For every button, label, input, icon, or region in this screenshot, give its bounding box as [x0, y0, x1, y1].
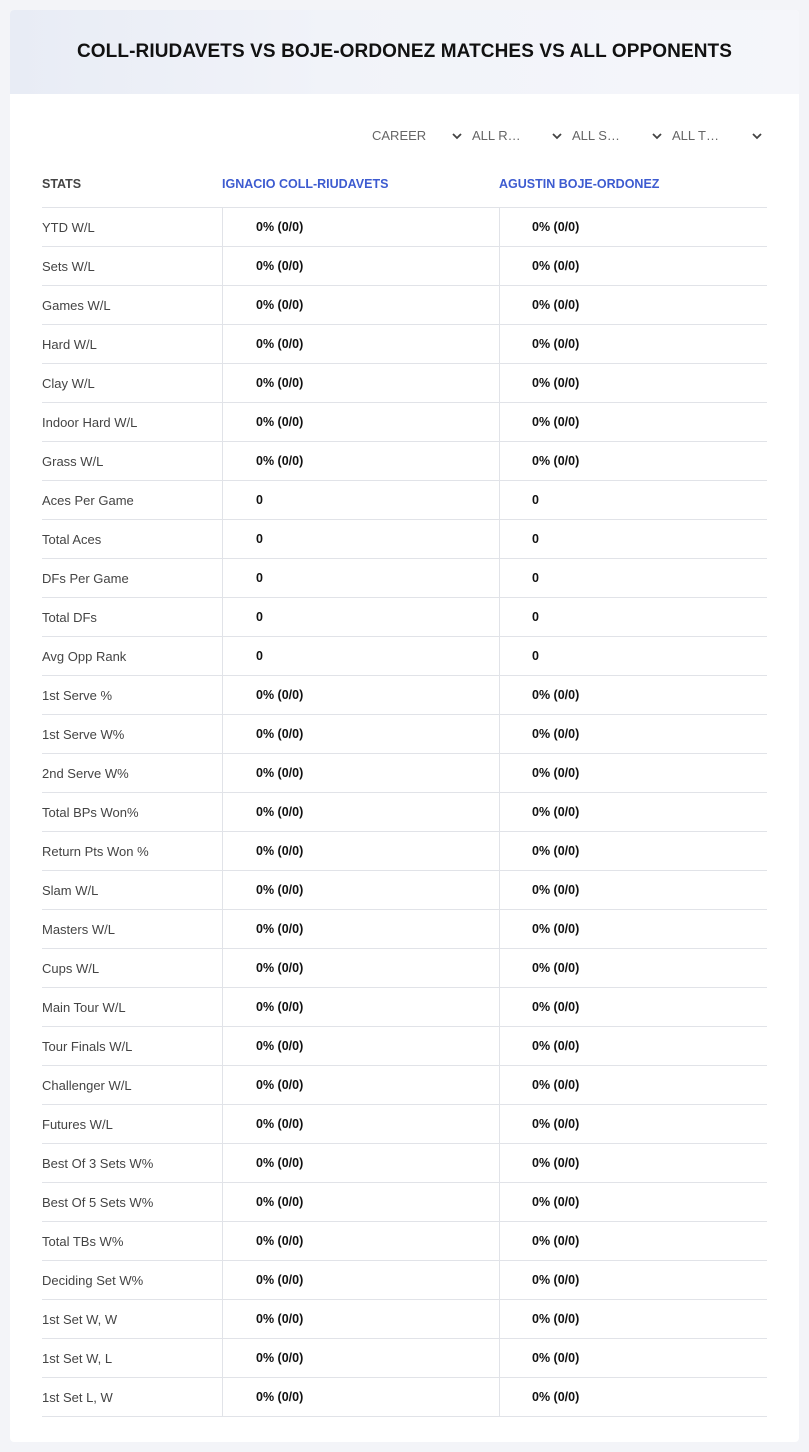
player2-value: 0% (0/0) [499, 676, 767, 715]
player2-value: 0% (0/0) [499, 949, 767, 988]
player2-value: 0% (0/0) [499, 910, 767, 949]
filter-label: ALL S… [572, 128, 620, 143]
table-row [42, 286, 767, 325]
column-header-player2-link[interactable]: AGUSTIN BOJE-ORDONEZ [499, 176, 660, 191]
filter-label: ALL R… [472, 128, 521, 143]
player1-value: 0% (0/0) [222, 1027, 499, 1066]
player2-value: 0% (0/0) [499, 754, 767, 793]
stat-label: Hard W/L [42, 336, 97, 352]
filter-tournament-select[interactable] [667, 126, 767, 146]
column-header-player1-link[interactable]: IGNACIO COLL-RIUDAVETS [222, 176, 389, 191]
player2-value: 0 [499, 598, 767, 637]
table-row [42, 715, 767, 754]
stat-label: Clay W/L [42, 375, 95, 391]
chevron-down-icon [451, 130, 463, 142]
table-row [42, 598, 767, 637]
table-row [42, 481, 767, 520]
player2-value: 0% (0/0) [499, 1222, 767, 1261]
player1-value: 0% (0/0) [222, 988, 499, 1027]
player1-value: 0% (0/0) [222, 1339, 499, 1378]
table-row [42, 1027, 767, 1066]
table-row [42, 1105, 767, 1144]
player2-value: 0 [499, 520, 767, 559]
player1-value: 0 [222, 598, 499, 637]
player1-value: 0 [222, 481, 499, 520]
player2-value: 0% (0/0) [499, 1144, 767, 1183]
player1-value: 0% (0/0) [222, 286, 499, 325]
player2-value: 0% (0/0) [499, 1027, 767, 1066]
column-header-stats: STATS [42, 176, 82, 191]
chevron-down-icon [751, 130, 763, 142]
filter-label: CAREER [372, 128, 427, 143]
stat-label: Best Of 5 Sets W% [42, 1194, 154, 1210]
table-row [42, 1144, 767, 1183]
player1-value: 0% (0/0) [222, 1105, 499, 1144]
player2-value: 0% (0/0) [499, 1183, 767, 1222]
stat-label: YTD W/L [42, 219, 95, 235]
player2-value: 0% (0/0) [499, 1300, 767, 1339]
stat-label: Challenger W/L [42, 1077, 132, 1093]
player1-value: 0% (0/0) [222, 247, 499, 286]
table-row [42, 520, 767, 559]
player2-value: 0 [499, 559, 767, 598]
filter-bar [367, 126, 767, 146]
filter-period-select[interactable] [367, 126, 467, 146]
table-row [42, 1300, 767, 1339]
player1-value: 0% (0/0) [222, 754, 499, 793]
player2-value: 0% (0/0) [499, 1066, 767, 1105]
stat-label: Total DFs [42, 609, 97, 625]
stat-label: Total Aces [42, 531, 102, 547]
stat-label: 1st Set L, W [42, 1389, 113, 1405]
player1-value: 0% (0/0) [222, 1261, 499, 1300]
table-row [42, 1261, 767, 1300]
table-row [42, 1066, 767, 1105]
player1-value: 0 [222, 520, 499, 559]
table-body [42, 208, 767, 1417]
stat-label: 1st Serve W% [42, 726, 125, 742]
table-row [42, 754, 767, 793]
player1-value: 0% (0/0) [222, 403, 499, 442]
player2-value: 0% (0/0) [499, 1378, 767, 1417]
stat-label: Aces Per Game [42, 492, 134, 508]
player2-value: 0 [499, 481, 767, 520]
table-row [42, 1222, 767, 1261]
player1-value: 0 [222, 559, 499, 598]
page-title: COLL-RIUDAVETS VS BOJE-ORDONEZ MATCHES VS ALL OPPONENTS [76, 41, 733, 62]
table-row [42, 949, 767, 988]
chevron-down-icon [651, 130, 663, 142]
player2-value: 0% (0/0) [499, 1339, 767, 1378]
table-row [42, 1339, 767, 1378]
table-row [42, 325, 767, 364]
table-row [42, 1378, 767, 1417]
filter-label: ALL T… [672, 128, 719, 143]
player2-value: 0% (0/0) [499, 247, 767, 286]
player1-value: 0 [222, 637, 499, 676]
player1-value: 0% (0/0) [222, 1222, 499, 1261]
player1-value: 0% (0/0) [222, 364, 499, 403]
filter-surface-select[interactable] [567, 126, 667, 146]
stat-label: 1st Set W, L [42, 1350, 113, 1366]
table-row [42, 832, 767, 871]
table-row [42, 871, 767, 910]
player1-value: 0% (0/0) [222, 1066, 499, 1105]
stat-label: Total BPs Won% [42, 804, 139, 820]
player2-value: 0% (0/0) [499, 364, 767, 403]
stat-label: Best Of 3 Sets W% [42, 1155, 154, 1171]
player1-value: 0% (0/0) [222, 832, 499, 871]
stat-label: DFs Per Game [42, 570, 129, 586]
stat-label: Return Pts Won % [42, 843, 149, 859]
stat-label: Games W/L [42, 297, 111, 313]
player2-value: 0% (0/0) [499, 403, 767, 442]
table-row [42, 793, 767, 832]
table-row [42, 208, 767, 247]
player2-value: 0% (0/0) [499, 793, 767, 832]
table-row [42, 676, 767, 715]
stat-label: Total TBs W% [42, 1233, 124, 1249]
table-row [42, 442, 767, 481]
player2-value: 0% (0/0) [499, 286, 767, 325]
player2-value: 0% (0/0) [499, 442, 767, 481]
table-row [42, 403, 767, 442]
player2-value: 0% (0/0) [499, 325, 767, 364]
table-row [42, 910, 767, 949]
stat-label: 1st Serve % [42, 687, 113, 703]
stats-table [42, 160, 767, 1417]
player1-value: 0% (0/0) [222, 325, 499, 364]
player1-value: 0% (0/0) [222, 910, 499, 949]
player1-value: 0% (0/0) [222, 442, 499, 481]
player1-value: 0% (0/0) [222, 1300, 499, 1339]
stat-label: Main Tour W/L [42, 999, 126, 1015]
player2-value: 0% (0/0) [499, 208, 767, 247]
table-row [42, 637, 767, 676]
player1-value: 0% (0/0) [222, 793, 499, 832]
stats-card [10, 10, 799, 1442]
player1-value: 0% (0/0) [222, 715, 499, 754]
stat-label: Avg Opp Rank [42, 648, 127, 664]
player1-value: 0% (0/0) [222, 208, 499, 247]
stat-label: Grass W/L [42, 453, 104, 469]
player1-value: 0% (0/0) [222, 1378, 499, 1417]
stat-label: 2nd Serve W% [42, 765, 129, 781]
stat-label: Deciding Set W% [42, 1272, 144, 1288]
table-row [42, 559, 767, 598]
stat-label: Futures W/L [42, 1116, 113, 1132]
page-header [10, 10, 799, 94]
player1-value: 0% (0/0) [222, 871, 499, 910]
table-row [42, 247, 767, 286]
table-row [42, 364, 767, 403]
table-header [42, 160, 767, 208]
table-row [42, 1183, 767, 1222]
player2-value: 0% (0/0) [499, 988, 767, 1027]
player2-value: 0 [499, 637, 767, 676]
player1-value: 0% (0/0) [222, 1144, 499, 1183]
player2-value: 0% (0/0) [499, 1105, 767, 1144]
player1-value: 0% (0/0) [222, 1183, 499, 1222]
filter-round-select[interactable] [467, 126, 567, 146]
chevron-down-icon [551, 130, 563, 142]
player1-value: 0% (0/0) [222, 949, 499, 988]
stat-label: Masters W/L [42, 921, 115, 937]
player2-value: 0% (0/0) [499, 715, 767, 754]
stat-label: Tour Finals W/L [42, 1038, 133, 1054]
player2-value: 0% (0/0) [499, 1261, 767, 1300]
player1-value: 0% (0/0) [222, 676, 499, 715]
player2-value: 0% (0/0) [499, 832, 767, 871]
stat-label: Slam W/L [42, 882, 99, 898]
stat-label: Sets W/L [42, 258, 95, 274]
player2-value: 0% (0/0) [499, 871, 767, 910]
stat-label: 1st Set W, W [42, 1311, 118, 1327]
table-row [42, 988, 767, 1027]
stat-label: Cups W/L [42, 960, 100, 976]
stat-label: Indoor Hard W/L [42, 414, 138, 430]
